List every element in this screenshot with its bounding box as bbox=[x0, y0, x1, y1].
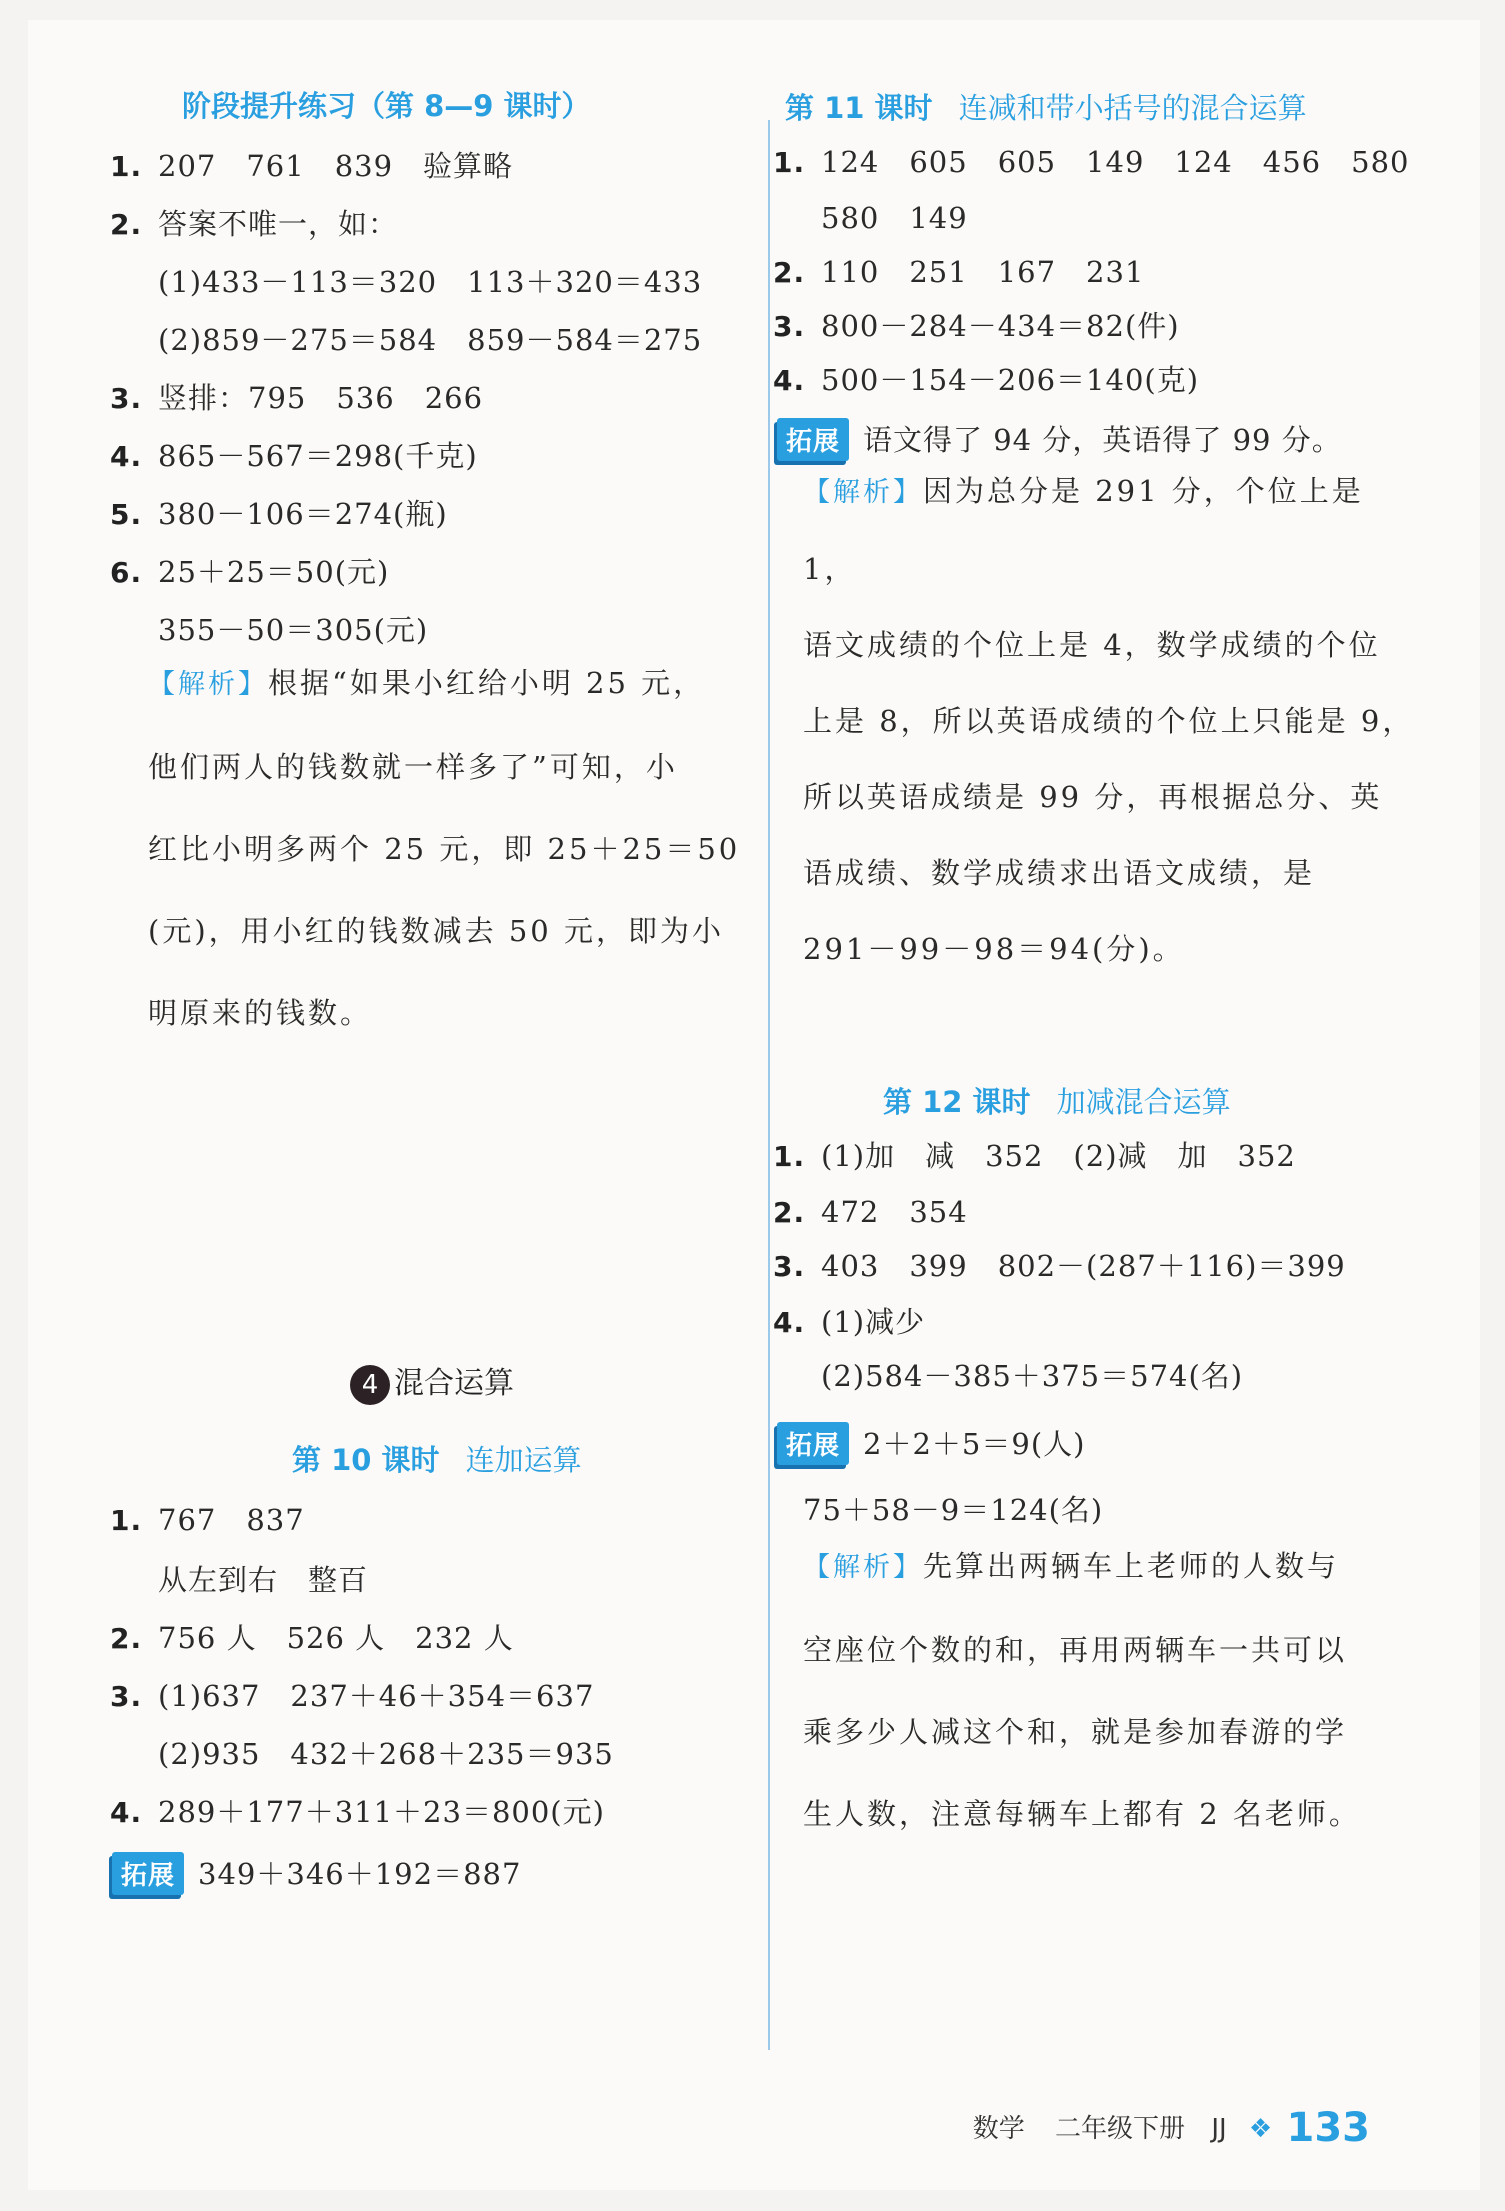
unit-number-badge: 4 bbox=[350, 1365, 390, 1405]
page-number: 133 bbox=[1286, 2105, 1370, 2151]
footer-subject: 数学 bbox=[972, 2114, 1025, 2144]
extension-line: 拓展 语文得了 94 分，英语得了 99 分。 bbox=[777, 418, 1342, 461]
answer-line: (2)584－385＋375＝574(名) bbox=[821, 1359, 1244, 1393]
answer-line: 4. 865－567＝298(千克) bbox=[110, 439, 478, 473]
analysis-label: 【解析】 bbox=[803, 477, 923, 508]
lesson-heading-12: 第 12 课时 加减混合运算 bbox=[883, 1085, 1231, 1119]
analysis-label: 【解析】 bbox=[803, 1552, 923, 1583]
answer-line: (2)935 432＋268＋235＝935 bbox=[158, 1737, 614, 1771]
answer-line: 1. (1)加 减 352 (2)减 加 352 bbox=[773, 1139, 1296, 1173]
answer-line: 75＋58－9＝124(名) bbox=[803, 1493, 1104, 1527]
answer-line: 3. 403 399 802－(287＋116)＝399 bbox=[773, 1249, 1346, 1283]
answer-line: 4. (1)减少 bbox=[773, 1305, 926, 1339]
column-divider bbox=[768, 120, 770, 2050]
analysis-block: 【解析】先算出两辆车上老师的人数与 空座位个数的和，再用两辆车一共可以 乘多少人减这个和，就是参加春游的学 生人数，注意每辆车上都有 2 名老师。 bbox=[803, 1549, 1361, 1831]
answer-line: (2)859－275＝584 859－584＝275 bbox=[158, 323, 703, 357]
answer-line: 4. 289＋177＋311＋23＝800(元) bbox=[110, 1795, 605, 1829]
analysis-block: 【解析】因为总分是 291 分，个位上是 1， 语文成绩的个位上是 4，数学成绩的个位 上是 8，所以英语成绩的个位上只能是 9， 所以英语成绩是 99 分，再根据总分、英 语成绩、数学成绩求出语文成绩，是 291－99－98＝94(分)。 bbox=[803, 474, 1415, 966]
answer-line: 2. 110 251 167 231 bbox=[773, 255, 1145, 289]
extension-tag: 拓展 bbox=[777, 418, 849, 461]
answer-line: (1)433－113＝320 113＋320＝433 bbox=[158, 265, 703, 299]
section-title-stage-practice: 阶段提升练习（第 8—9 课时） bbox=[182, 89, 591, 123]
answer-line: 1. 124 605 605 149 124 456 580 bbox=[773, 145, 1410, 179]
answer-line: 355－50＝305(元) bbox=[158, 613, 429, 647]
answer-line: 2. 答案不唯一，如： bbox=[110, 207, 399, 241]
unit-title: 4 混合运算 bbox=[350, 1358, 514, 1405]
answer-line: 2. 756 人 526 人 232 人 bbox=[110, 1621, 514, 1655]
answer-line: 3. (1)637 237＋46＋354＝637 bbox=[110, 1679, 595, 1713]
diamond-icon: ❖ bbox=[1248, 2114, 1273, 2144]
extension-line: 拓展 2＋2＋5＝9(人) bbox=[777, 1422, 1085, 1465]
extension-tag: 拓展 bbox=[112, 1852, 184, 1895]
answer-page bbox=[28, 20, 1480, 2190]
lesson-heading-11: 第 11 课时 连减和带小括号的混合运算 bbox=[785, 91, 1307, 125]
extension-tag: 拓展 bbox=[777, 1422, 849, 1465]
answer-line: 3. 800－284－434＝82(件) bbox=[773, 309, 1180, 343]
lesson-heading-10: 第 10 课时 连加运算 bbox=[292, 1443, 582, 1477]
answer-line: 4. 500－154－206＝140(克) bbox=[773, 363, 1200, 397]
answer-line: 从左到右 整百 bbox=[158, 1563, 369, 1597]
answer-line: 2. 472 354 bbox=[773, 1195, 968, 1229]
answer-line: 580 149 bbox=[821, 201, 968, 235]
answer-line: 1. 207 761 839 验算略 bbox=[110, 149, 514, 183]
footer-edition: JJ bbox=[1211, 2114, 1227, 2144]
answer-line: 1. 767 837 bbox=[110, 1503, 305, 1537]
answer-line: 6. 25＋25＝50(元) bbox=[110, 555, 390, 589]
footer-grade: 二年级下册 bbox=[1055, 2114, 1186, 2144]
extension-line: 拓展 349＋346＋192＝887 bbox=[112, 1852, 521, 1895]
analysis-block: 【解析】根据“如果小红给小明 25 元， 他们两人的钱数就一样多了”可知，小 红比小明多两个 25 元，即 25＋25＝50 (元)，用小红的钱数减去 50 元，即为小 明原来的钱数。 bbox=[148, 666, 741, 1030]
answer-line: 5. 380－106＝274(瓶) bbox=[110, 497, 448, 531]
analysis-label: 【解析】 bbox=[148, 669, 268, 700]
page-footer bbox=[973, 2105, 1370, 2151]
answer-line: 3. 竖排：795 536 266 bbox=[110, 381, 484, 415]
